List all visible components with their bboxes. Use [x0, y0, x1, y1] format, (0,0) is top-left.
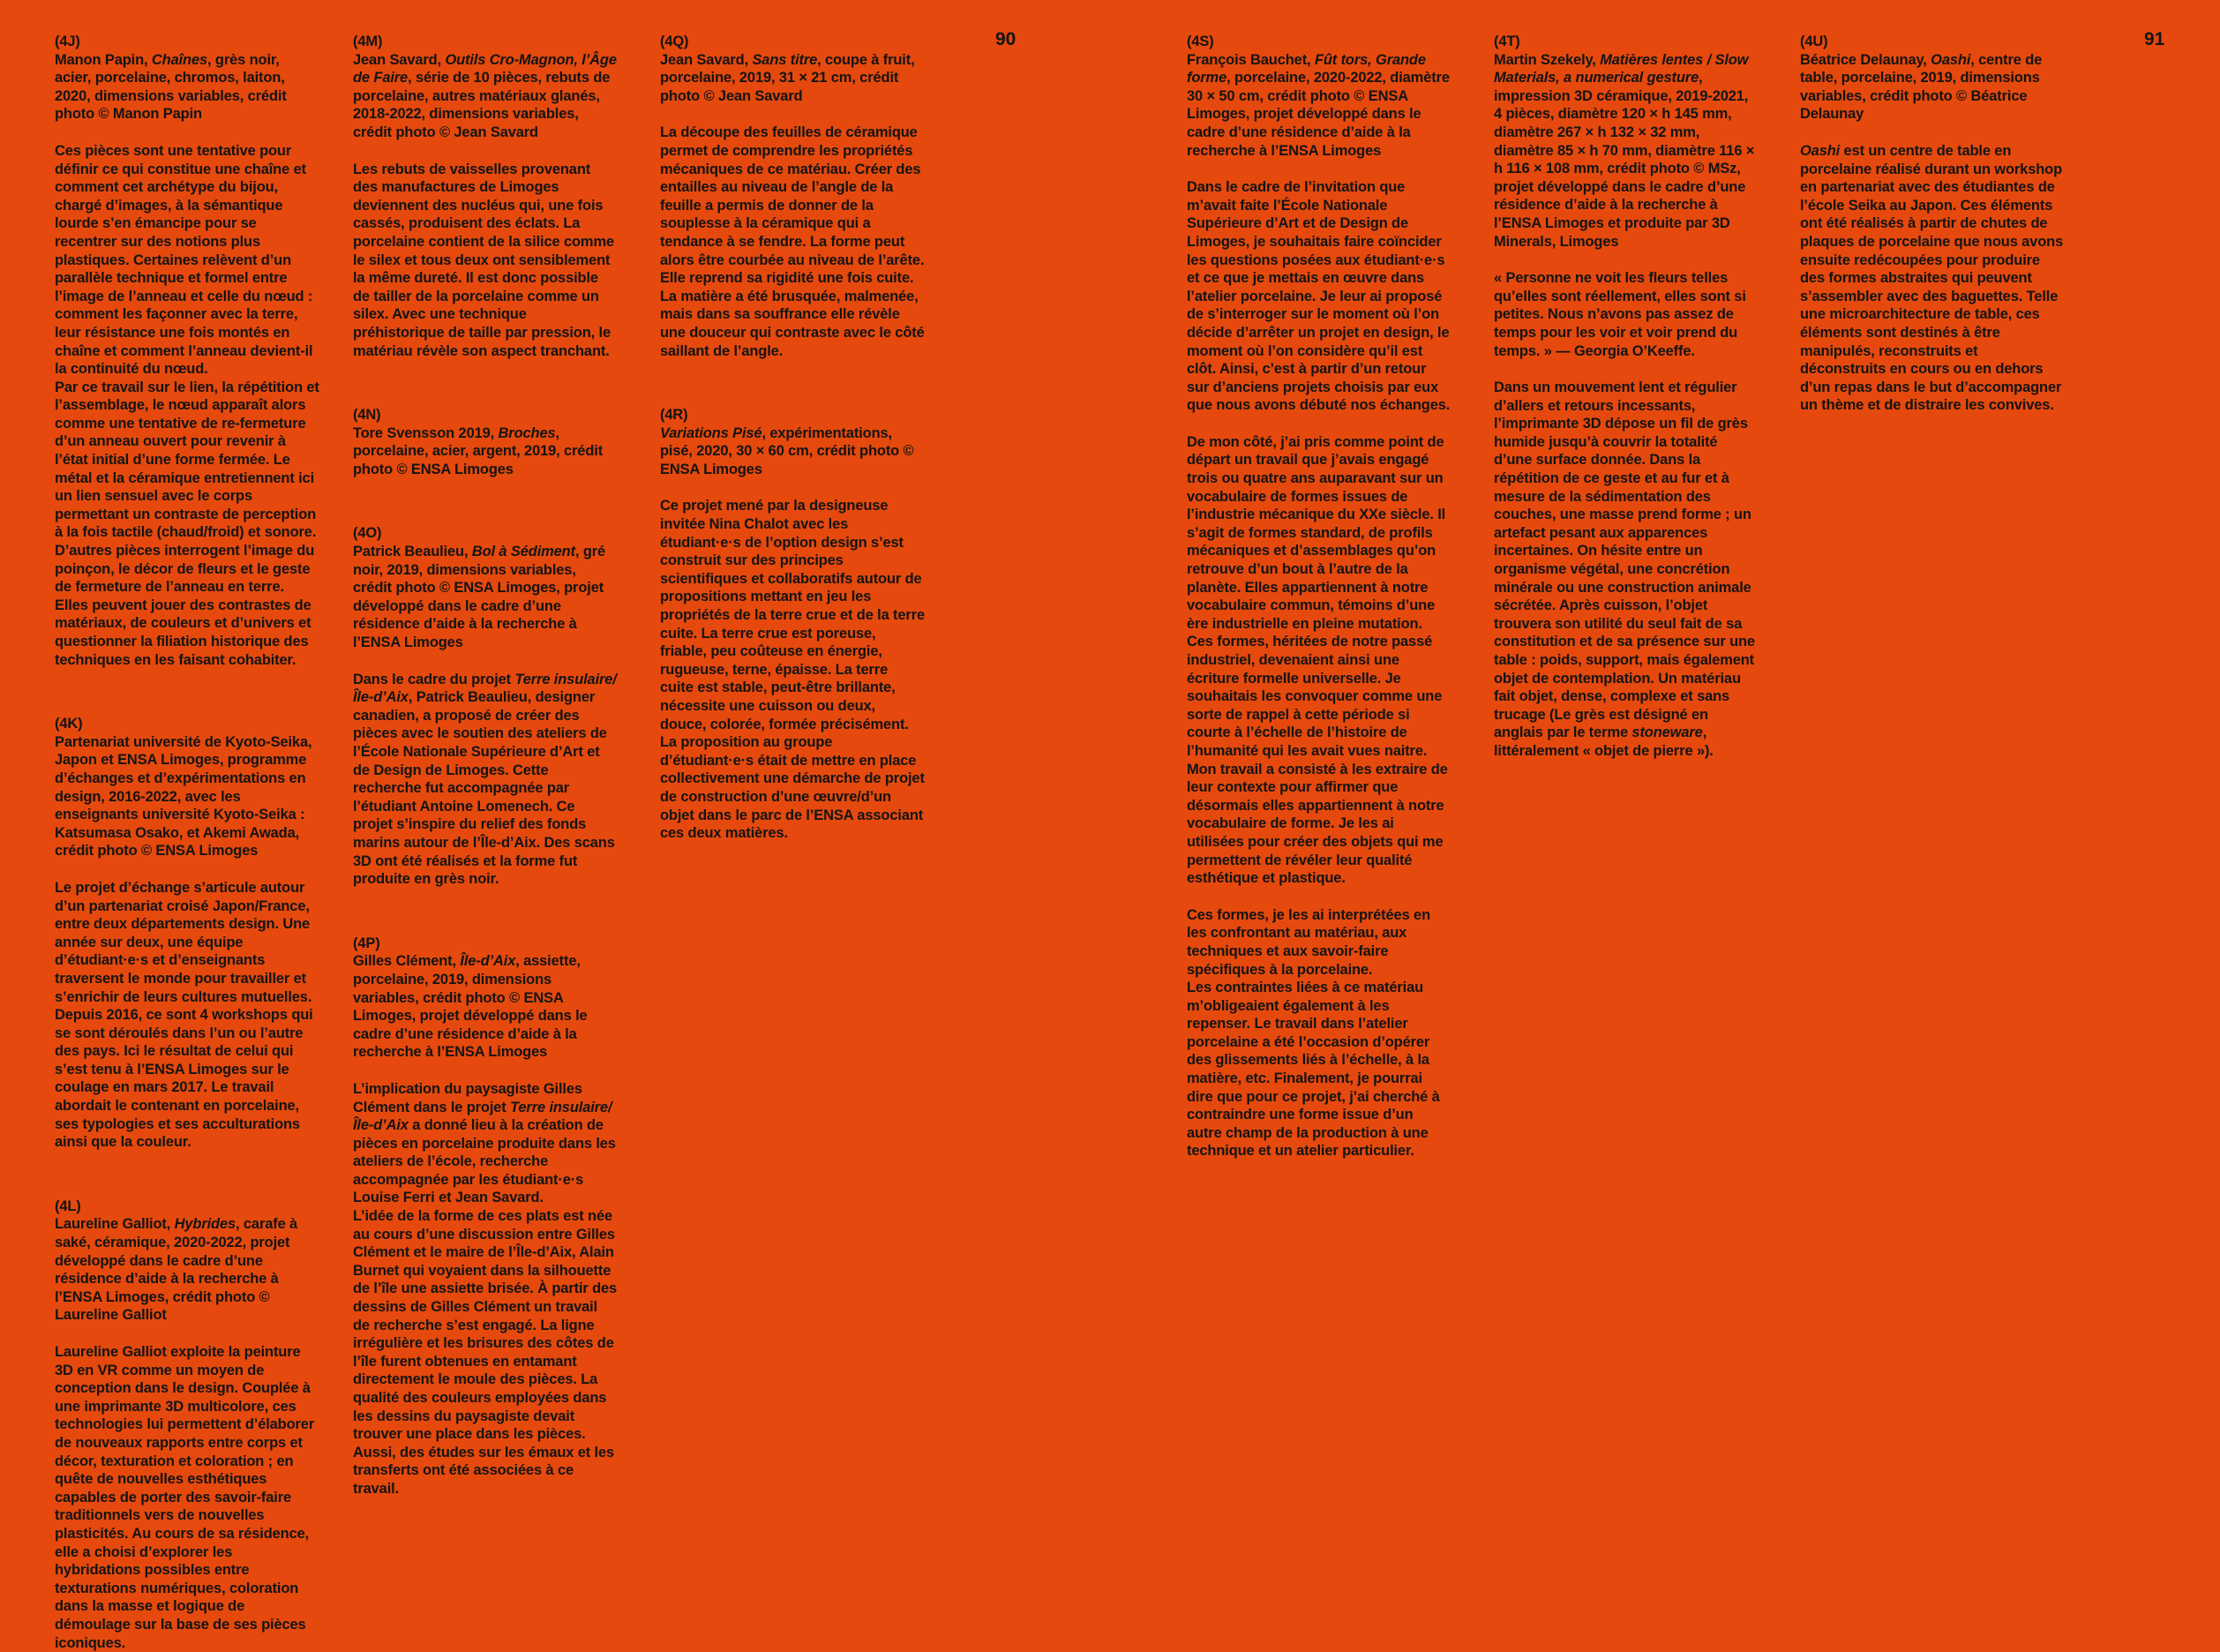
- paragraph: [353, 1207, 618, 1498]
- text-run: De mon côté, j’ai pris comme point de départ un travail que j’avais engagé trois ou quatre ans auparavant sur un vocabulaire de formes issues de l’industrie mécanique du XXe siècle. Il s’agit de formes standard, de profils mécaniques et d’assemblages qu’on retrouve d’un bout à l’autre de la planète. Elles appartiennent à notre vocabulaire commun, témoins d’une ère industrielle en pleine mutation. Ces formes, héritées de notre passé industriel, devenaient ainsi une écriture formelle universelle. Je souhaitais les convoquer comme une sorte de rappel à cette période si courte à l’échelle de l’histoire de l’humanité qui les avait vues naitre. Mon travail a consisté à les extraire de leur contexte pour affirmer que désormais elles appartiennent à notre vocabulaire de forme. Je les ai utilisées pour créer des objets qui me permettent de révéler leur qualité esthétique et plastique.: [1187, 433, 1448, 887]
- paragraph: [1187, 979, 1451, 1160]
- column-entries-4j-4k-4l: [55, 33, 319, 1652]
- text-run: Gilles Clément,: [353, 953, 461, 970]
- paragraph: [353, 671, 618, 889]
- column-entries-4q-4r: [660, 33, 925, 843]
- text-run: (4J): [55, 34, 80, 49]
- paragraph: [353, 424, 618, 479]
- artwork-title-italic: Terre insulaire/Île-d’Aix: [353, 1099, 612, 1134]
- text-run: , série de 10 pièces, rebuts de porcelaine, autres matériaux glanés, 2018-2022, dimensions variables, crédit photo © Jean Savard: [353, 70, 611, 140]
- text-run: , Patrick Beaulieu, designer canadien, a proposé de créer des pièces avec le soutien des ateliers de l’École Nationale Supérieure d’Art et de Design de Limoges. Cette recherche fut accompagnée par l’étudiant Antoine Lomenech. Ce projet s’inspire du relief des fonds marins autour de l’Île-d’Aix. Des scans 3D ont été réalisés et la forme fut produite en grès noir.: [353, 689, 615, 888]
- page-number-right: 91: [2144, 29, 2165, 49]
- entry-label: [1494, 33, 1759, 51]
- paragraph: [660, 124, 925, 360]
- paragraph: [1800, 51, 2065, 124]
- text-run: Dans le cadre de l’invitation que m’avait faite l’École Nationale Supérieure d’Art et de Design de Limoges, je souhaitais faire coïncider les questions posées aux étudiant·e·s et ce que je mettais en œuvre dans l’atelier porcelaine. Je leur ai proposé de s’interroger sur le moment où l’on décide d’arrêter un projet en design, le moment où l’on considère qu’il est clôt. Ainsi, c’est à partir d’un retour sur d’anciens projets choisis par eux que nous avons débuté nos échanges.: [1187, 179, 1451, 414]
- artwork-title-italic: Matières lentes / Slow Materials, a numerical gesture: [1494, 51, 1749, 86]
- paragraph: [1494, 379, 1759, 760]
- text-run: a donné lieu à la création de pièces en porcelaine produite dans les ateliers de l’école, recherche accompagnée par les étudiant·e·s Louise Ferri et Jean Savard.: [353, 1117, 616, 1206]
- paragraph: [353, 161, 618, 361]
- paragraph: [353, 543, 618, 652]
- text-run: (4K): [55, 716, 83, 732]
- entry-label: [1800, 33, 2065, 51]
- text-run: Dans un mouvement lent et régulier d’allers et retours incessants, l’imprimante 3D dépose un fil de grès humide jusqu’à couvrir la totalité d’une surface donnée. Dans la répétition de ce geste et au fur et à mesure de la sédimentation des couches, une masse prend forme ; un artefact pesant aux apparences incertaines. On hésite entre un organisme végétal, une concrétion minérale ou une construction animale sécrétée. Après cuisson, l’objet trouvera son utilité du seul fait de sa constitution et de sa présence sur une table : poids, support, mais également objet de contemplation. Un matériau fait objet, dense, complexe et sans trucage (Le grès est désigné en anglais par le terme: [1494, 379, 1755, 741]
- text-run: Partenariat université de Kyoto-Seika, Japon et ENSA Limoges, programme d’échanges et d’expérimentations en design, 2016-2022, avec les enseignants université Kyoto-Seika : Katsumasa Osako, et Akemi Awada, crédit photo © ENSA Limoges: [55, 733, 312, 860]
- column-entries-4m-4n-4o-4p: [353, 33, 618, 1498]
- text-run: (4T): [1494, 34, 1520, 49]
- artwork-title-italic: Variations Pisé: [660, 424, 762, 441]
- text-run: Béatrice Delaunay,: [1800, 51, 1931, 68]
- text-run: Martin Szekely,: [1494, 51, 1601, 68]
- text-run: , assiette, porcelaine, 2019, dimensions variables, crédit photo © ENSA Limoges, projet développé dans le cadre d’une résidence d’aide à la recherche à l’ENSA Limoges: [353, 953, 588, 1061]
- text-run: Les rebuts de vaisselles provenant des manufactures de Limoges deviennent des nucléus qui, une fois cassés, produisent des éclats. La porcelaine contient de la silice comme le silex et tous deux ont sensiblement la même dureté. Il est donc possible de tailler de la porcelaine comme un silex. Avec une technique préhistorique de taille par pression, le matériau révèle son aspect tranchant.: [353, 161, 614, 359]
- paragraph: [1187, 178, 1451, 415]
- text-run: (4Q): [660, 34, 689, 49]
- paragraph: [55, 879, 319, 1152]
- column-entry-4s: [1187, 33, 1451, 1160]
- paragraph: [55, 1343, 319, 1652]
- column-entry-4u: [1800, 33, 2065, 415]
- text-run: Par ce travail sur le lien, la répétition et l’assemblage, le nœud apparaît alors comme une tentative de re-fermeture d’un anneau ouvert pour revenir à l’état initial d’une forme fermée. Le métal et la céramique entretiennent ici un lien sensuel avec le corps permettant un contraste de perception à la fois tactile (chaud/froid) et sonore. D’autres pièces interrogent l’image du poinçon, le décor de fleurs et le geste de fermeture de l’anneau en terre. Elles peuvent jouer des contrastes de matériaux, de couleurs et d’univers et questionner la filiation historique des techniques en les faisant cohabiter.: [55, 379, 319, 668]
- paragraph: [1800, 142, 2065, 415]
- text-run: , gré noir, 2019, dimensions variables, crédit photo © ENSA Limoges, projet développé dans le cadre d’une résidence d’aide à la recherche à l’ENSA Limoges: [353, 544, 606, 651]
- text-run: Laureline Galliot,: [55, 1216, 175, 1233]
- column-entry-4t: [1494, 33, 1759, 761]
- text-run: , coupe à fruit, porcelaine, 2019, 31 × 21 cm, crédit photo © Jean Savard: [660, 51, 915, 104]
- paragraph: [660, 51, 925, 106]
- text-run: , impression 3D céramique, 2019-2021, 4 pièces, diamètre 120 × h 145 mm, diamètre 267 × h 132 × 32 mm, diamètre 85 × h 70 mm, diamètre 116 × h 116 × 108 mm, crédit photo © MSz, projet développé dans le cadre d’une résidence d’aide à la recherche à l’ENSA Limoges et produite par 3D Minerals, Limoges: [1494, 70, 1755, 250]
- text-run: (4R): [660, 407, 688, 424]
- entry-label: [353, 33, 618, 51]
- text-run: , porcelaine, acier, argent, 2019, crédit photo © ENSA Limoges: [353, 424, 604, 477]
- artwork-title-italic: Outils Cro-Magnon, l’Âge de Faire: [353, 51, 617, 86]
- artwork-title-italic: Sans titre: [752, 51, 818, 68]
- entry-label: [660, 406, 925, 424]
- entry-label: [1187, 33, 1451, 51]
- text-run: , porcelaine, 2020-2022, diamètre 30 × 50 cm, crédit photo © ENSA Limoges, projet développé dans le cadre d’une résidence d’aide à la recherche à l’ENSA Limoges: [1187, 70, 1450, 159]
- paragraph: [55, 142, 319, 379]
- text-run: « Personne ne voit les fleurs telles qu’elles sont réellement, elles sont si petites. Nous n’avons pas assez de temps pour les voir et voir prend du temps. » — Georgia O’Keeffe.: [1494, 270, 1746, 359]
- entry-label: [55, 1198, 319, 1216]
- text-run: François Bauchet,: [1187, 51, 1315, 68]
- text-run: Ces pièces sont une tentative pour définir ce qui constitue une chaîne et comment cet archétype du bijou, chargé d’images, à la sémantique lourde s’en émancipe pour se recentrer sur des notions plus plastiques. Certaines relèvent d’un parallèle technique et formel entre l’image de l’anneau et celle du nœud : comment les façonner avec la terre, leur résistance une fois montés en chaîne et comment l’anneau devient-il la continuité du nœud.: [55, 142, 313, 378]
- paragraph: [55, 1215, 319, 1325]
- text-run: (4L): [55, 1198, 81, 1214]
- paragraph: [353, 51, 618, 142]
- text-run: Les contraintes liées à ce matériau m’obligeaient également à les repenser. Le travail dans l’atelier porcelaine a été l’occasion d’opérer des glissements liés à l’échelle, à la matière, etc. Finalement, je pourrai dire que pour ce projet, j’ai cherché à contraindre une forme issue d’un autre champ de la production à une technique et un atelier particulier.: [1187, 980, 1440, 1160]
- artwork-title-italic: Oashi: [1931, 51, 1971, 68]
- artwork-title-italic: Fût tors, Grande forme: [1187, 51, 1426, 86]
- artwork-title-italic: Oashi: [1800, 142, 1841, 159]
- text-run: , littéralement « objet de pierre »).: [1494, 725, 1714, 759]
- text-run: La découpe des feuilles de céramique permet de comprendre les propriétés mécaniques de ce matériau. Créer des entailles au niveau de l’angle de la feuille a permis de donner de la souplesse à la céramique qui a tendance à se fendre. La forme peut alors être courbée au niveau de l’arête. Elle reprend sa rigidité une fois cuite. La matière a été brusquée, malmenée, mais dans sa souffrance elle révèle une douceur qui contraste avec le côté saillant de l’angle.: [660, 124, 925, 359]
- text-run: Jean Savard,: [660, 51, 753, 68]
- paragraph: [660, 424, 925, 479]
- text-run: Jean Savard,: [353, 51, 446, 68]
- text-run: L’implication du paysagiste Gilles Clément dans le projet: [353, 1080, 582, 1115]
- text-run: Patrick Beaulieu,: [353, 544, 472, 560]
- text-run: , grès noir, acier, porcelaine, chromos, laiton, 2020, dimensions variables, crédit photo © Manon Papin: [55, 51, 287, 123]
- entry-label: [55, 715, 319, 733]
- paragraph: [1187, 906, 1451, 979]
- text-run: (4M): [353, 34, 383, 49]
- entry-label: [353, 935, 618, 953]
- paragraph: [1187, 433, 1451, 888]
- text-run: , centre de table, porcelaine, 2019, dimensions variables, crédit photo © Béatrice Delaunay: [1800, 51, 2043, 123]
- text-run: (4U): [1800, 34, 1828, 49]
- artwork-title-italic: Broches: [498, 424, 556, 441]
- text-run: Ce projet mené par la designeuse invitée Nina Chalot avec les étudiant·e·s de l’option design s’est construit sur des principes scientifiques et collaboratifs autour de propositions mettant en jeu les propriétés de la terre crue et de la terre cuite. La terre crue est poreuse, friable, peu coûteuse en énergie, rugueuse, terne, épaisse. La terre cuite est stable, peut-être brillante, nécessite une cuisson ou deux, douce, colorée, formée précisément. La proposition au groupe d’étudiant·e·s était de mettre en place collectivement une démarche de projet de construction d’une œuvre/d’un objet dans le parc de l’ENSA associant ces deux matières.: [660, 498, 925, 842]
- entry-label: [660, 33, 925, 51]
- text-run: Laureline Galliot exploite la peinture 3D en VR comme un moyen de conception dans le design. Couplée à une imprimante 3D multicolore, ces technologies lui permettent d’élaborer de nouveaux rapports entre corps et décor, texturation et coloration ; en quête de nouvelles esthétiques capables de porter des savoir-faire traditionnels vers de nouvelles plasticités. Au cours de sa résidence, elle a choisi d’explorer les hybridations possibles entre texturations numériques, coloration dans la masse et logique de démoulage sur la base de ses pièces iconiques.: [55, 1344, 315, 1651]
- text-run: Le projet d’échange s’articule autour d’un partenariat croisé Japon/France, entre deux départements design. Une année sur deux, une équipe d’étudiant·e·s et d’enseignants traversent le monde pour travailler et s’enrichir de leurs cultures mutuelles. Depuis 2016, ce sont 4 workshops qui se sont déroulés dans l’un ou l’autre des pays. Ici le résultat de celui qui s’est tenu à l’ENSA Limoges sur le coulage en mars 2017. Le travail abordait le contenant en porcelaine, ses typologies et ses acculturations ainsi que la couleur.: [55, 879, 313, 1151]
- entry-label: [55, 33, 319, 51]
- paragraph: [660, 497, 925, 842]
- text-run: (4S): [1187, 34, 1214, 49]
- text-run: L’idée de la forme de ces plats est née au cours d’une discussion entre Gilles Clément et le maire de l’Île-d’Aix, Alain Burnet qui voyaient dans la silhouette de l’île une assiette brisée. À partir des dessins de Gilles Clément un travail de recherche s’est engagé. La ligne irrégulière et les brisures des côtes de l’île furent obtenues en entamant directement le moule des pièces. La qualité des couleurs employées dans les dessins du paysagiste devait trouver une place dans les pièces. Aussi, des études sur les émaux et les transferts ont été associées à ce travail.: [353, 1208, 618, 1497]
- entry-label: [353, 406, 618, 424]
- artwork-title-italic: Île-d’Aix: [460, 953, 516, 970]
- text-run: , expérimentations, pisé, 2020, 30 × 60 cm, crédit photo © ENSA Limoges: [660, 424, 914, 477]
- artwork-title-italic: stoneware: [1631, 725, 1703, 741]
- paragraph: [1187, 51, 1451, 161]
- artwork-title-italic: Bol à Sédiment: [471, 544, 575, 560]
- artwork-title-italic: Terre insulaire/Île-d’Aix: [353, 671, 617, 706]
- paragraph: [1494, 269, 1759, 360]
- artwork-title-italic: Hybrides: [174, 1216, 236, 1233]
- text-run: Dans le cadre du projet: [353, 671, 515, 687]
- paragraph: [55, 733, 319, 860]
- page-number-left: 90: [995, 29, 1016, 49]
- text-run: (4O): [353, 525, 382, 542]
- text-run: Ces formes, je les ai interprétées en les confrontant au matériau, aux techniques et aux savoir-faire spécifiques à la porcelaine.: [1187, 906, 1430, 978]
- artwork-title-italic: Chaînes: [151, 51, 208, 68]
- text-run: Manon Papin,: [55, 51, 152, 68]
- paragraph: [353, 952, 618, 1062]
- text-run: , carafe à saké, céramique, 2020-2022, projet développé dans le cadre d’une résidence d’aide à la recherche à l’ENSA Limoges, crédit photo © Laureline Galliot: [55, 1216, 298, 1324]
- text-run: est un centre de table en porcelaine réalisé durant un workshop en partenariat avec des étudiantes de l’école Seika au Japon. Ces éléments ont été réalisés à partir de chutes de plaques de porcelaine que nous avons ensuite redécoupées pour produire des formes abstraites qui peuvent s’assembler avec des baguettes. Telle une microarchitecture de table, ces éléments sont destinés à être manipulés, reconstruits et déconstruits en cours ou en dehors d’un repas dans le but d’accompagner un thème et de distraire les convives.: [1800, 142, 2064, 414]
- paragraph: [55, 51, 319, 124]
- entry-label: [353, 524, 618, 543]
- text-run: (4N): [353, 407, 381, 424]
- paragraph: [353, 1080, 618, 1207]
- paragraph: [55, 379, 319, 670]
- text-run: Tore Svensson 2019,: [353, 424, 499, 441]
- text-run: (4P): [353, 935, 380, 951]
- paragraph: [1494, 51, 1759, 252]
